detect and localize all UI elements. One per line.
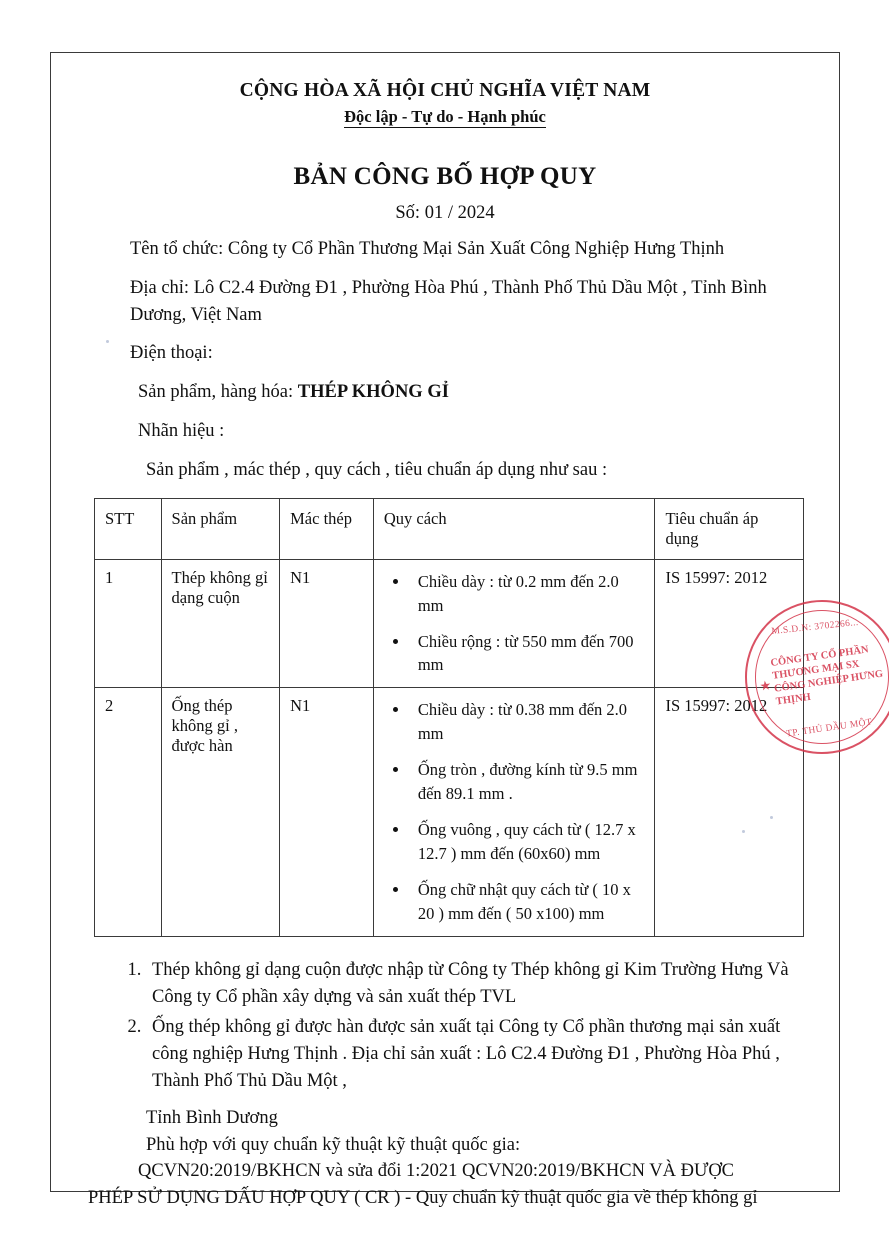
spec-item: • Ống vuông , quy cách từ ( 12.7 x 12.7 ) mm đến (60x60) mm [410, 818, 645, 866]
row-grade: N1 [280, 688, 374, 936]
product-intro: Sản phẩm , mác thép , quy cách , tiêu chuẩn áp dụng như sau : [146, 459, 608, 480]
row-stt: 2 [95, 688, 162, 936]
product-label: Sản phẩm, hàng hóa: [138, 382, 294, 403]
table-header-product: Sản phẩm [161, 498, 280, 559]
spec-item: • Chiều dày : từ 0.38 mm đến 2.0 mm [410, 698, 645, 746]
national-title: CỘNG HÒA XÃ HỘI CHỦ NGHĨA VIỆT NAM [239, 80, 651, 101]
table-header-row [95, 498, 804, 559]
document-content [66, 62, 824, 1212]
row-product: Thép không gỉ dạng cuộn [161, 559, 280, 688]
organization-phone: Điện thoại: [130, 343, 213, 364]
note-item: 1. Thép không gỉ dạng cuộn được nhập từ Công ty Thép không gỉ Kim Trường Hưng Và Công ty Cổ phần xây dựng và sản xuất thép TVL [146, 957, 802, 1011]
standard-line-2: PHÉP SỬ DỤNG DẤU HỢP QUY ( CR ) - Quy chuẩn kỹ thuật quốc gia về thép không gỉ [88, 1188, 758, 1209]
conformity-line: Phù hợp với quy chuẩn kỹ thuật kỹ thuật quốc gia: [146, 1134, 521, 1155]
row-specs [373, 688, 655, 936]
row-standard: IS 15997: 2012 [655, 688, 804, 936]
organization-name: Tên tổ chức: Công ty Cổ Phần Thương Mại Sản Xuất Công Nghiệp Hưng Thịnh [130, 239, 725, 259]
seal-arc-bottom: TP. THỦ DẦU MỘT [785, 717, 873, 740]
page-title: BẢN CÔNG BỐ HỢP QUY [293, 163, 597, 190]
table-row [95, 559, 804, 688]
spec-item: • Ống chữ nhật quy cách từ ( 10 x 20 ) mm đến ( 50 x100) mm [410, 878, 645, 926]
table-header-spec: Quy cách [373, 498, 655, 559]
seal-arc-top: M.S.D.N: 3702266... [770, 617, 860, 638]
row-standard: IS 15997: 2012 [655, 559, 804, 688]
row-stt: 1 [95, 559, 162, 688]
product-line [88, 379, 802, 406]
row-specs [373, 559, 655, 688]
note-item: 2. Ống thép không gỉ được hàn được sản xuất tại Công ty Cổ phần thương mại sản xuất công nghiệp Hưng Thịnh . Địa chỉ sản xuất : Lô C2.4 Đường Đ1 , Phường Hòa Phú , Thành Phố Thủ Dầu Một , [146, 1014, 802, 1094]
spec-item: • Chiều rộng : từ 550 mm đến 700 mm [410, 630, 645, 678]
closing-block [88, 1105, 802, 1212]
product-value: THÉP KHÔNG GỈ [297, 382, 449, 403]
table-row [95, 688, 804, 936]
national-motto: Độc lập - Tự do - Hạnh phúc [344, 107, 546, 126]
standard-line-1: QCVN20:2019/BKHCN và sửa đổi 1:2021 QCVN20:2019/BKHCN VÀ ĐƯỢC [138, 1161, 735, 1182]
seal-center-text: CÔNG TY CỔ PHẦN THƯƠNG MẠI SX CÔNG NGHIỆP HƯNG THỊNH [769, 644, 884, 708]
table-header-stt: STT [95, 498, 162, 559]
product-brand: Nhãn hiệu : [138, 421, 225, 442]
table-header-standard: Tiêu chuẩn áp dụng [655, 498, 804, 559]
spec-item: • Ống tròn , đường kính từ 9.5 mm đến 89.1 mm . [410, 758, 645, 806]
specification-table [94, 498, 804, 937]
row-product: Ống thép không gỉ , được hàn [161, 688, 280, 936]
province-line: Tỉnh Bình Dương [146, 1107, 278, 1128]
organization-address: Địa chỉ: Lô C2.4 Đường Đ1 , Phường Hòa Phú , Thành Phố Thủ Dầu Một , Tỉnh Bình Dương, Việt Nam [130, 277, 767, 325]
notes-list [88, 957, 802, 1095]
row-grade: N1 [280, 559, 374, 688]
spec-item: • Chiều dày : từ 0.2 mm đến 2.0 mm [410, 570, 645, 618]
seal-star-icon: ★ [758, 677, 773, 694]
document-number: Số: 01 / 2024 [395, 203, 495, 223]
table-header-grade: Mác thép [280, 498, 374, 559]
